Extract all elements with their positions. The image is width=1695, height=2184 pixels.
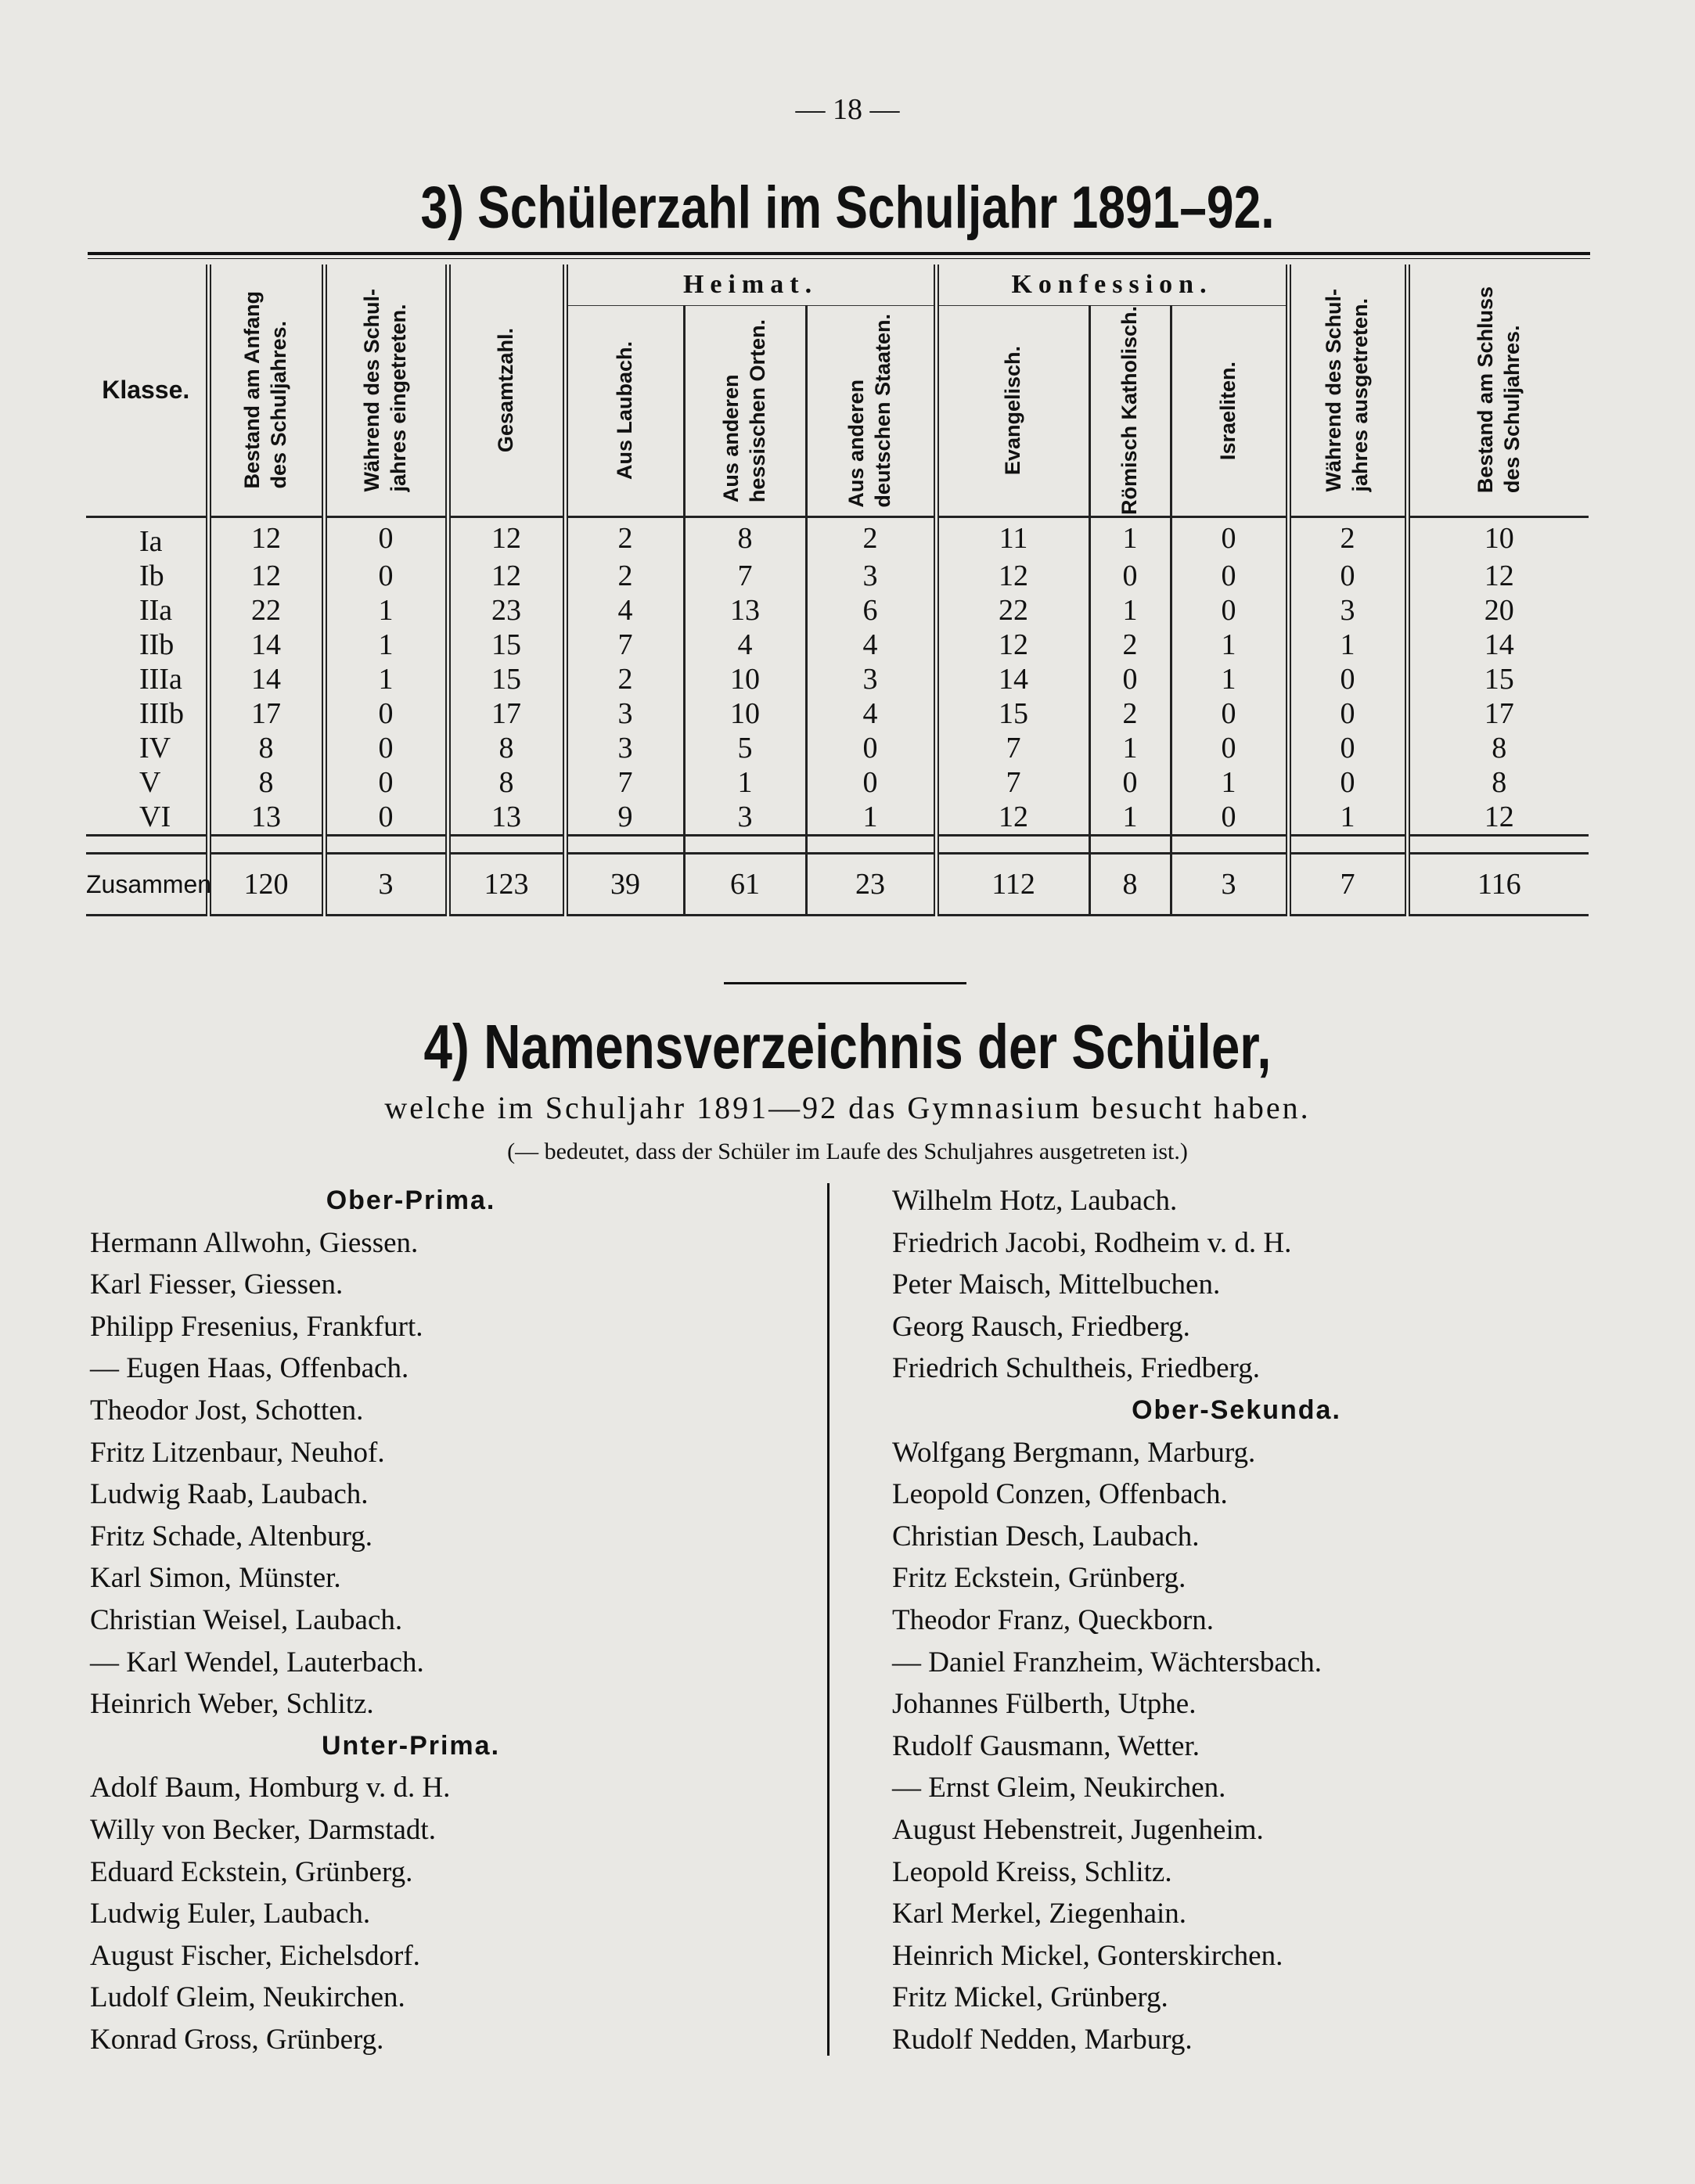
names-left-column [90, 1180, 794, 2060]
section-4-title: 4) Namensverzeichnis der Schüler, [423, 1012, 1272, 1081]
separator-row [86, 836, 1589, 854]
table-cell: 4 [806, 628, 936, 662]
table-cell: 0 [1089, 765, 1171, 800]
table-cell: 2 [1288, 517, 1407, 559]
table-cell: 0 [1171, 517, 1288, 559]
table-cell: 0 [1171, 593, 1288, 628]
table-cell: 8 [208, 731, 324, 765]
table-cell: 17 [448, 696, 565, 731]
table-cell: 1 [684, 765, 806, 800]
table-cell: 4 [806, 696, 936, 731]
table-cell: 1 [324, 662, 448, 696]
student-name: Fritz Schade, Altenburg. [90, 1520, 373, 1553]
table-cell: 20 [1407, 593, 1589, 628]
table-cell: 10 [684, 662, 806, 696]
table-cell: 1 [1171, 765, 1288, 800]
table-row [86, 765, 1589, 800]
table-cell: 13 [448, 800, 565, 836]
student-name: Fritz Eckstein, Grünberg. [892, 1562, 1186, 1595]
student-name: — Ernst Gleim, Neukirchen. [892, 1772, 1226, 1804]
table-cell: 0 [1288, 696, 1407, 731]
table-cell: 12 [1407, 800, 1589, 836]
table-top-rule-thin [88, 258, 1590, 259]
table-cell: 14 [936, 662, 1089, 696]
table-cell: 0 [1171, 559, 1288, 593]
table-cell: 0 [324, 517, 448, 559]
total-cell: 23 [806, 854, 936, 916]
table-cell: 2 [565, 517, 684, 559]
total-label: Zusammen [86, 869, 212, 898]
table-cell: 1 [324, 628, 448, 662]
table-row [86, 559, 1589, 593]
total-cell: 39 [565, 854, 684, 916]
table-cell: 8 [684, 517, 806, 559]
table-cell: 0 [324, 559, 448, 593]
table-cell: 1 [324, 593, 448, 628]
table-cell: 4 [684, 628, 806, 662]
student-name: Theodor Jost, Schotten. [90, 1394, 364, 1427]
divider [724, 982, 966, 984]
table-cell: 1 [1089, 517, 1171, 559]
table-cell: 1 [1089, 731, 1171, 765]
header-eingetreten: Während des Schul- jahres eingetreten. [324, 264, 448, 517]
header-aus-hessischen: Aus anderen hessischen Orten. [684, 306, 806, 517]
student-name: Georg Rausch, Friedberg. [892, 1310, 1190, 1343]
header-evangelisch: Evangelisch. [936, 306, 1089, 517]
table-cell: 17 [1407, 696, 1589, 731]
table-cell: 10 [1407, 517, 1589, 559]
table-cell: 2 [1089, 696, 1171, 731]
student-name: Heinrich Mickel, Gonterskirchen. [892, 1939, 1283, 1972]
table-cell: 15 [1407, 662, 1589, 696]
names-right-column [892, 1180, 1667, 2060]
table-cell: 12 [448, 517, 565, 559]
student-name: Christian Weisel, Laubach. [90, 1603, 403, 1636]
table-cell: 6 [806, 593, 936, 628]
table-row [86, 731, 1589, 765]
student-name: Fritz Litzenbaur, Neuhof. [90, 1436, 385, 1469]
table-cell: 7 [936, 765, 1089, 800]
student-name: Johannes Fülberth, Utphe. [892, 1688, 1197, 1721]
student-name: Adolf Baum, Homburg v. d. H. [90, 1772, 451, 1804]
table-cell: 12 [936, 628, 1089, 662]
student-name: August Hebenstreit, Jugenheim. [892, 1813, 1264, 1846]
total-cell: 7 [1288, 854, 1407, 916]
table-cell: 7 [936, 731, 1089, 765]
student-name: Karl Fiesser, Giessen. [90, 1268, 344, 1301]
student-name: Willy von Becker, Darmstadt. [90, 1813, 436, 1846]
header-bestand-anfang: Bestand am Anfang des Schuljahres. [208, 264, 324, 517]
table-cell: 0 [806, 765, 936, 800]
student-name: Leopold Conzen, Offenbach. [892, 1478, 1228, 1511]
student-name: Ludwig Raab, Laubach. [90, 1478, 369, 1511]
table-cell: 8 [1407, 765, 1589, 800]
student-name: Peter Maisch, Mittelbuchen. [892, 1268, 1221, 1301]
header-gesamtzahl: Gesamtzahl. [448, 264, 565, 517]
table-cell: 13 [208, 800, 324, 836]
total-cell: 3 [324, 854, 448, 916]
table-cell: 12 [936, 559, 1089, 593]
table-cell: 8 [448, 731, 565, 765]
table-cell: 11 [936, 517, 1089, 559]
class-heading: Ober-Sekunda. [1132, 1394, 1341, 1425]
section-3-title: 3) Schülerzahl im Schuljahr 1891–92. [420, 175, 1275, 241]
table-cell: 2 [565, 662, 684, 696]
table-cell: 0 [324, 696, 448, 731]
header-aus-deutschen: Aus anderen deutschen Staaten. [806, 306, 936, 517]
student-name: Ludwig Euler, Laubach. [90, 1898, 371, 1930]
student-name: Konrad Gross, Grünberg. [90, 2023, 384, 2056]
student-name: Wilhelm Hotz, Laubach. [892, 1185, 1178, 1217]
table-cell: 5 [684, 731, 806, 765]
header-aus-laubach: Aus Laubach. [565, 306, 684, 517]
table-cell: 1 [1089, 593, 1171, 628]
table-cell: 17 [208, 696, 324, 731]
table-cell: 12 [1407, 559, 1589, 593]
student-name: Hermann Allwohn, Giessen. [90, 1226, 419, 1259]
student-name: Fritz Mickel, Grünberg. [892, 1981, 1168, 2014]
table-cell: 0 [1288, 662, 1407, 696]
table-cell: 0 [324, 800, 448, 836]
statistics-table-wrapper [86, 264, 1589, 916]
total-cell: 8 [1089, 854, 1171, 916]
table-cell: 12 [448, 559, 565, 593]
row-klasse: VI [139, 801, 171, 833]
student-name: Wolfgang Bergmann, Marburg. [892, 1436, 1256, 1469]
table-row [86, 517, 1589, 559]
total-cell: 120 [208, 854, 324, 916]
column-divider [827, 1183, 830, 2056]
student-name: Leopold Kreiss, Schlitz. [892, 1855, 1172, 1888]
table-cell: 23 [448, 593, 565, 628]
student-name: — Daniel Franzheim, Wächtersbach. [892, 1646, 1322, 1678]
table-cell: 1 [1089, 800, 1171, 836]
class-heading: Unter-Prima. [321, 1730, 501, 1761]
student-name: Eduard Eckstein, Grünberg. [90, 1855, 413, 1888]
table-row [86, 696, 1589, 731]
table-row [86, 628, 1589, 662]
student-name: — Eugen Haas, Offenbach. [90, 1352, 409, 1385]
table-cell: 7 [565, 628, 684, 662]
table-cell: 0 [1171, 696, 1288, 731]
row-klasse: V [139, 766, 161, 799]
table-cell: 0 [1171, 731, 1288, 765]
table-cell: 8 [1407, 731, 1589, 765]
total-row [86, 854, 1589, 916]
table-cell: 9 [565, 800, 684, 836]
row-klasse: IIb [139, 628, 175, 661]
table-cell: 14 [1407, 628, 1589, 662]
row-klasse: Ib [139, 559, 164, 592]
table-cell: 2 [565, 559, 684, 593]
table-cell: 1 [1288, 800, 1407, 836]
table-cell: 1 [1288, 628, 1407, 662]
student-name: Friedrich Jacobi, Rodheim v. d. H. [892, 1226, 1292, 1259]
student-name: Friedrich Schultheis, Friedberg. [892, 1352, 1260, 1385]
table-cell: 12 [936, 800, 1089, 836]
table-cell: 2 [806, 517, 936, 559]
table-cell: 10 [684, 696, 806, 731]
class-heading: Ober-Prima. [326, 1186, 496, 1215]
table-body [86, 517, 1589, 836]
table-cell: 0 [1089, 559, 1171, 593]
table-cell: 1 [806, 800, 936, 836]
table-cell: 0 [1171, 800, 1288, 836]
table-cell: 12 [208, 559, 324, 593]
table-cell: 3 [565, 731, 684, 765]
row-klasse: Ia [139, 525, 163, 558]
total-cell: 123 [448, 854, 565, 916]
header-heimat: Heimat. [565, 264, 936, 306]
header-israeliten: Israeliten. [1171, 306, 1288, 517]
student-name: Philipp Fresenius, Frankfurt. [90, 1310, 423, 1343]
table-cell: 13 [684, 593, 806, 628]
student-name: August Fischer, Eichelsdorf. [90, 1939, 420, 1972]
student-name: Heinrich Weber, Schlitz. [90, 1688, 374, 1721]
table-cell: 0 [324, 765, 448, 800]
table-cell: 8 [208, 765, 324, 800]
student-name: Christian Desch, Laubach. [892, 1520, 1200, 1553]
table-cell: 7 [565, 765, 684, 800]
header-katholisch: Römisch Katholisch. [1089, 306, 1171, 517]
table-row [86, 662, 1589, 696]
student-name: Rudolf Nedden, Marburg. [892, 2023, 1193, 2056]
table-cell: 0 [324, 731, 448, 765]
header-klasse: Klasse. [86, 264, 208, 517]
table-cell: 0 [1288, 731, 1407, 765]
table-cell: 15 [448, 662, 565, 696]
student-name: Theodor Franz, Queckborn. [892, 1603, 1214, 1636]
student-name: — Karl Wendel, Lauterbach. [90, 1646, 424, 1678]
row-klasse: IIIa [139, 663, 182, 696]
table-cell: 2 [1089, 628, 1171, 662]
table-top-rule [88, 252, 1590, 255]
table-cell: 12 [208, 517, 324, 559]
row-klasse: IIIb [139, 697, 184, 730]
table-cell: 7 [684, 559, 806, 593]
table-cell: 15 [448, 628, 565, 662]
section-4-subtitle: welche im Schuljahr 1891—92 das Gymnasium besucht haben. [384, 1090, 1311, 1125]
table-cell: 1 [1171, 662, 1288, 696]
header-ausgetreten: Während des Schul- jahres ausgetreten. [1288, 264, 1407, 517]
table-cell: 14 [208, 662, 324, 696]
header-bestand-schluss: Bestand am Schluss des Schuljahres. [1407, 264, 1589, 517]
table-cell: 15 [936, 696, 1089, 731]
table-row [86, 593, 1589, 628]
table-cell: 3 [1288, 593, 1407, 628]
student-name: Karl Simon, Münster. [90, 1562, 341, 1595]
table-cell: 0 [1288, 559, 1407, 593]
table-cell: 3 [684, 800, 806, 836]
table-cell: 3 [806, 662, 936, 696]
total-cell: 112 [936, 854, 1089, 916]
table-row [86, 800, 1589, 836]
section-4-note: (— bedeutet, dass der Schüler im Laufe des Schuljahres ausgetreten ist.) [507, 1139, 1188, 1164]
table-cell: 1 [1171, 628, 1288, 662]
row-klasse: IIa [139, 594, 173, 627]
statistics-table [86, 264, 1589, 916]
page-number: — 18 — [795, 93, 900, 126]
table-cell: 3 [806, 559, 936, 593]
total-cell: 61 [684, 854, 806, 916]
table-cell: 0 [1089, 662, 1171, 696]
table-cell: 0 [1288, 765, 1407, 800]
table-cell: 8 [448, 765, 565, 800]
row-klasse: IV [139, 732, 171, 765]
student-name: Karl Merkel, Ziegenhain. [892, 1898, 1187, 1930]
table-cell: 22 [936, 593, 1089, 628]
student-name: Ludolf Gleim, Neukirchen. [90, 1981, 405, 2014]
header-konfession: Konfession. [936, 264, 1288, 306]
table-cell: 3 [565, 696, 684, 731]
table-cell: 4 [565, 593, 684, 628]
total-cell: 3 [1171, 854, 1288, 916]
table-cell: 22 [208, 593, 324, 628]
table-cell: 0 [806, 731, 936, 765]
total-cell: 116 [1407, 854, 1589, 916]
table-cell: 14 [208, 628, 324, 662]
student-name: Rudolf Gausmann, Wetter. [892, 1729, 1200, 1762]
